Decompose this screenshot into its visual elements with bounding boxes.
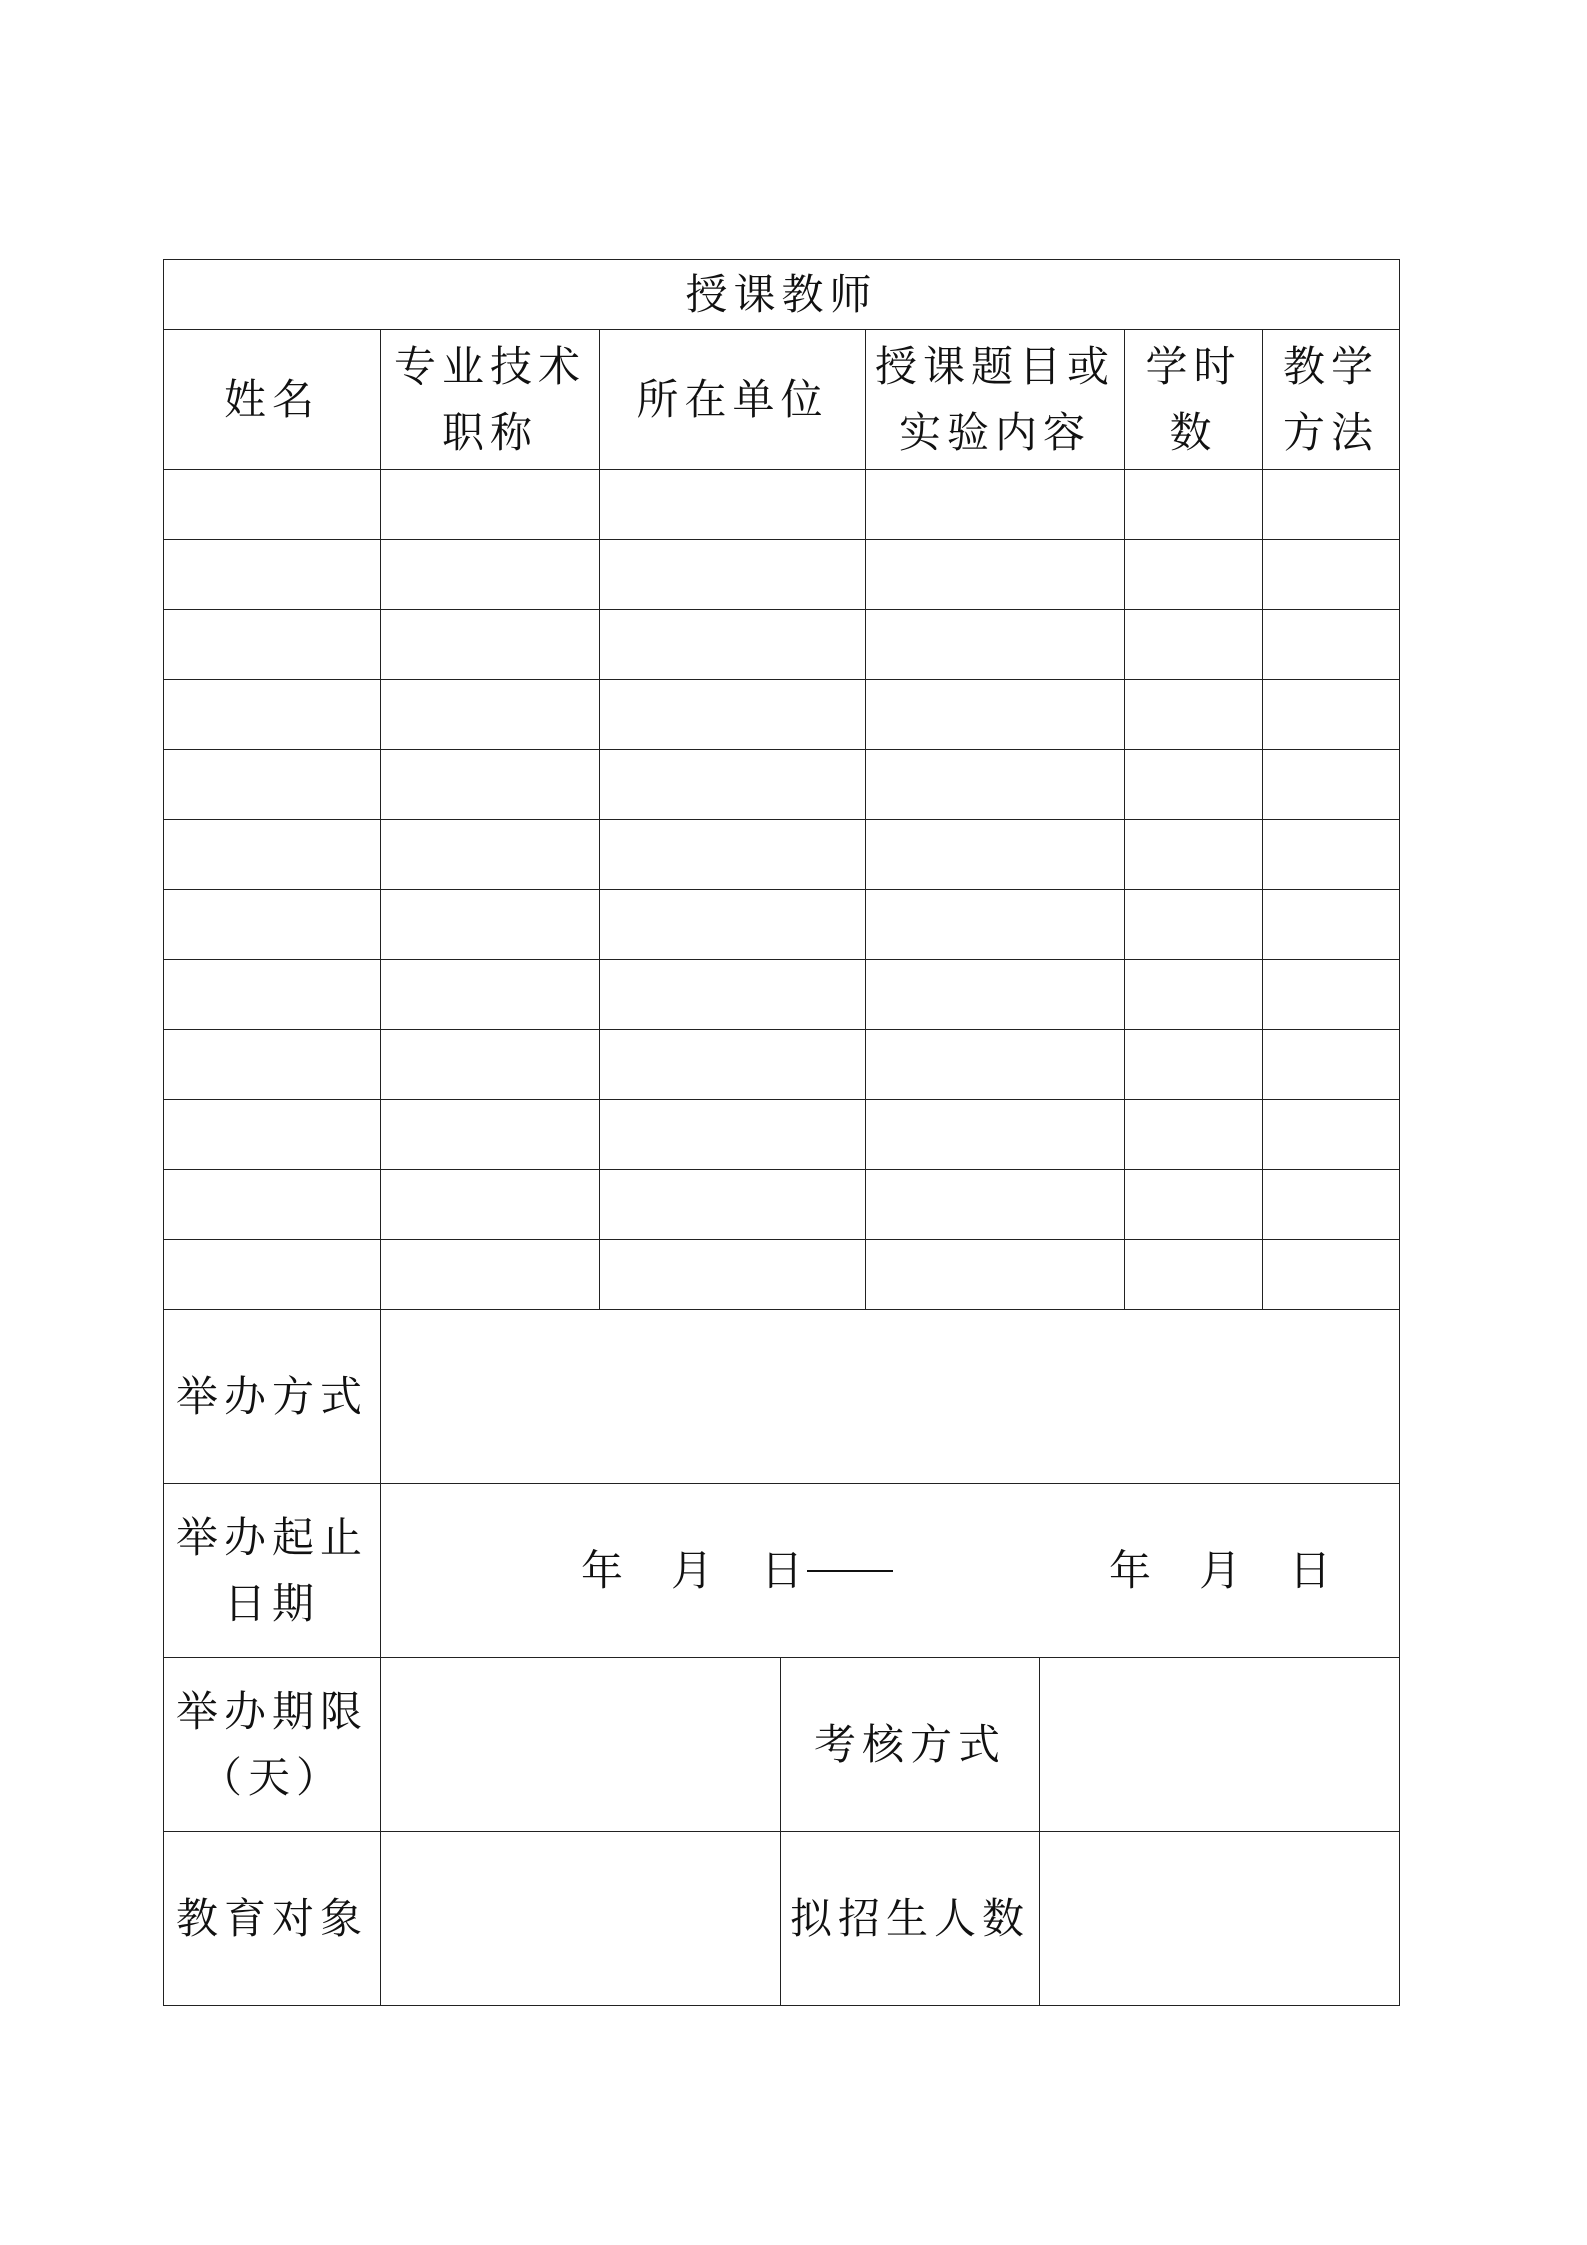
cell-hours[interactable]: [1125, 960, 1263, 1030]
cell-title[interactable]: [381, 1240, 600, 1310]
table-row: [164, 1240, 1400, 1310]
cell-method[interactable]: [1263, 610, 1400, 680]
table-title-text: 授课教师: [685, 269, 878, 319]
cell-name[interactable]: [164, 890, 381, 960]
table-row: [164, 1100, 1400, 1170]
cell-name[interactable]: [164, 820, 381, 890]
cell-method[interactable]: [1263, 890, 1400, 960]
table-row: [164, 890, 1400, 960]
cell-unit[interactable]: [600, 750, 866, 820]
cell-name[interactable]: [164, 750, 381, 820]
table-title: [164, 260, 1400, 330]
date-range-dash: [807, 1570, 893, 1572]
cell-topic[interactable]: [866, 680, 1125, 750]
cell-title[interactable]: [381, 820, 600, 890]
cell-name[interactable]: [164, 1100, 381, 1170]
cell-unit[interactable]: [600, 1100, 866, 1170]
table-row: [164, 540, 1400, 610]
cell-title[interactable]: [381, 750, 600, 820]
cell-topic[interactable]: [866, 610, 1125, 680]
cell-title[interactable]: [381, 470, 600, 540]
end-day-unit: 日: [1289, 1545, 1334, 1595]
cell-topic[interactable]: [866, 1170, 1125, 1240]
cell-method[interactable]: [1263, 820, 1400, 890]
cell-title[interactable]: [381, 960, 600, 1030]
cell-name[interactable]: [164, 1170, 381, 1240]
cell-topic[interactable]: [866, 1240, 1125, 1310]
header-name: 姓名: [164, 330, 381, 470]
cell-method[interactable]: [1263, 1030, 1400, 1100]
cell-name[interactable]: [164, 1030, 381, 1100]
cell-name[interactable]: [164, 540, 381, 610]
cell-name[interactable]: [164, 680, 381, 750]
cell-hours[interactable]: [1125, 540, 1263, 610]
cell-topic[interactable]: [866, 820, 1125, 890]
cell-hours[interactable]: [1125, 610, 1263, 680]
cell-name[interactable]: [164, 470, 381, 540]
cell-name[interactable]: [164, 610, 381, 680]
header-unit: 所在单位: [600, 330, 866, 470]
training-form: [163, 259, 1399, 2036]
table-row: [164, 820, 1400, 890]
end-month-unit: 月: [1199, 1545, 1244, 1595]
cell-method[interactable]: [1263, 1240, 1400, 1310]
cell-method[interactable]: [1263, 540, 1400, 610]
dates-value[interactable]: [381, 1484, 1400, 1658]
cell-unit[interactable]: [600, 1030, 866, 1100]
table-row: [164, 470, 1400, 540]
exam-label: 考核方式: [781, 1658, 1040, 1832]
cell-unit[interactable]: [600, 1240, 866, 1310]
cell-title[interactable]: [381, 1030, 600, 1100]
table-row: [164, 680, 1400, 750]
cell-method[interactable]: [1263, 1170, 1400, 1240]
header-method: 教学 方法: [1263, 330, 1400, 470]
cell-title[interactable]: [381, 610, 600, 680]
cell-topic[interactable]: [866, 540, 1125, 610]
target-label: 教育对象: [164, 1832, 381, 2006]
target-value[interactable]: [381, 1832, 781, 2006]
table-row: [164, 610, 1400, 680]
cell-unit[interactable]: [600, 680, 866, 750]
method-value[interactable]: [381, 1310, 1400, 1484]
cell-method[interactable]: [1263, 680, 1400, 750]
teacher-table: [163, 259, 1400, 2006]
start-month-unit: 月: [671, 1545, 716, 1595]
date-range: [381, 1538, 1399, 1604]
cell-topic[interactable]: [866, 1030, 1125, 1100]
cell-title[interactable]: [381, 680, 600, 750]
cell-method[interactable]: [1263, 750, 1400, 820]
exam-value[interactable]: [1040, 1658, 1400, 1832]
enrollment-label: 拟招生人数: [781, 1832, 1040, 2006]
cell-hours[interactable]: [1125, 1030, 1263, 1100]
start-day-unit: 日: [761, 1545, 806, 1595]
method-label: 举办方式: [164, 1310, 381, 1484]
cell-hours[interactable]: [1125, 750, 1263, 820]
cell-title[interactable]: [381, 1170, 600, 1240]
cell-topic[interactable]: [866, 960, 1125, 1030]
end-year-unit: 年: [1109, 1545, 1154, 1595]
cell-unit[interactable]: [600, 470, 866, 540]
cell-hours[interactable]: [1125, 680, 1263, 750]
dates-label: 举办起止 日期: [164, 1484, 381, 1658]
cell-title[interactable]: [381, 1100, 600, 1170]
cell-hours[interactable]: [1125, 820, 1263, 890]
duration-value[interactable]: [381, 1658, 781, 1832]
duration-label: 举办期限 （天）: [164, 1658, 381, 1832]
cell-name[interactable]: [164, 960, 381, 1030]
cell-unit[interactable]: [600, 960, 866, 1030]
cell-hours[interactable]: [1125, 1240, 1263, 1310]
cell-title[interactable]: [381, 540, 600, 610]
cell-method[interactable]: [1263, 470, 1400, 540]
cell-hours[interactable]: [1125, 1170, 1263, 1240]
enrollment-value[interactable]: [1040, 1832, 1400, 2006]
cell-title[interactable]: [381, 890, 600, 960]
table-row: [164, 960, 1400, 1030]
cell-unit[interactable]: [600, 1170, 866, 1240]
table-row: [164, 1030, 1400, 1100]
cell-topic[interactable]: [866, 470, 1125, 540]
cell-unit[interactable]: [600, 540, 866, 610]
cell-unit[interactable]: [600, 610, 866, 680]
cell-method[interactable]: [1263, 960, 1400, 1030]
cell-unit[interactable]: [600, 820, 866, 890]
cell-hours[interactable]: [1125, 890, 1263, 960]
cell-hours[interactable]: [1125, 470, 1263, 540]
start-year-unit: 年: [581, 1545, 626, 1595]
cell-unit[interactable]: [600, 890, 866, 960]
cell-topic[interactable]: [866, 890, 1125, 960]
table-row: [164, 750, 1400, 820]
cell-topic[interactable]: [866, 1100, 1125, 1170]
table-row: [164, 1170, 1400, 1240]
cell-topic[interactable]: [866, 750, 1125, 820]
cell-hours[interactable]: [1125, 1100, 1263, 1170]
header-hours: 学时 数: [1125, 330, 1263, 470]
header-topic: 授课题目或 实验内容: [866, 330, 1125, 470]
cell-name[interactable]: [164, 1240, 381, 1310]
cell-method[interactable]: [1263, 1100, 1400, 1170]
header-title: 专业技术 职称: [381, 330, 600, 470]
